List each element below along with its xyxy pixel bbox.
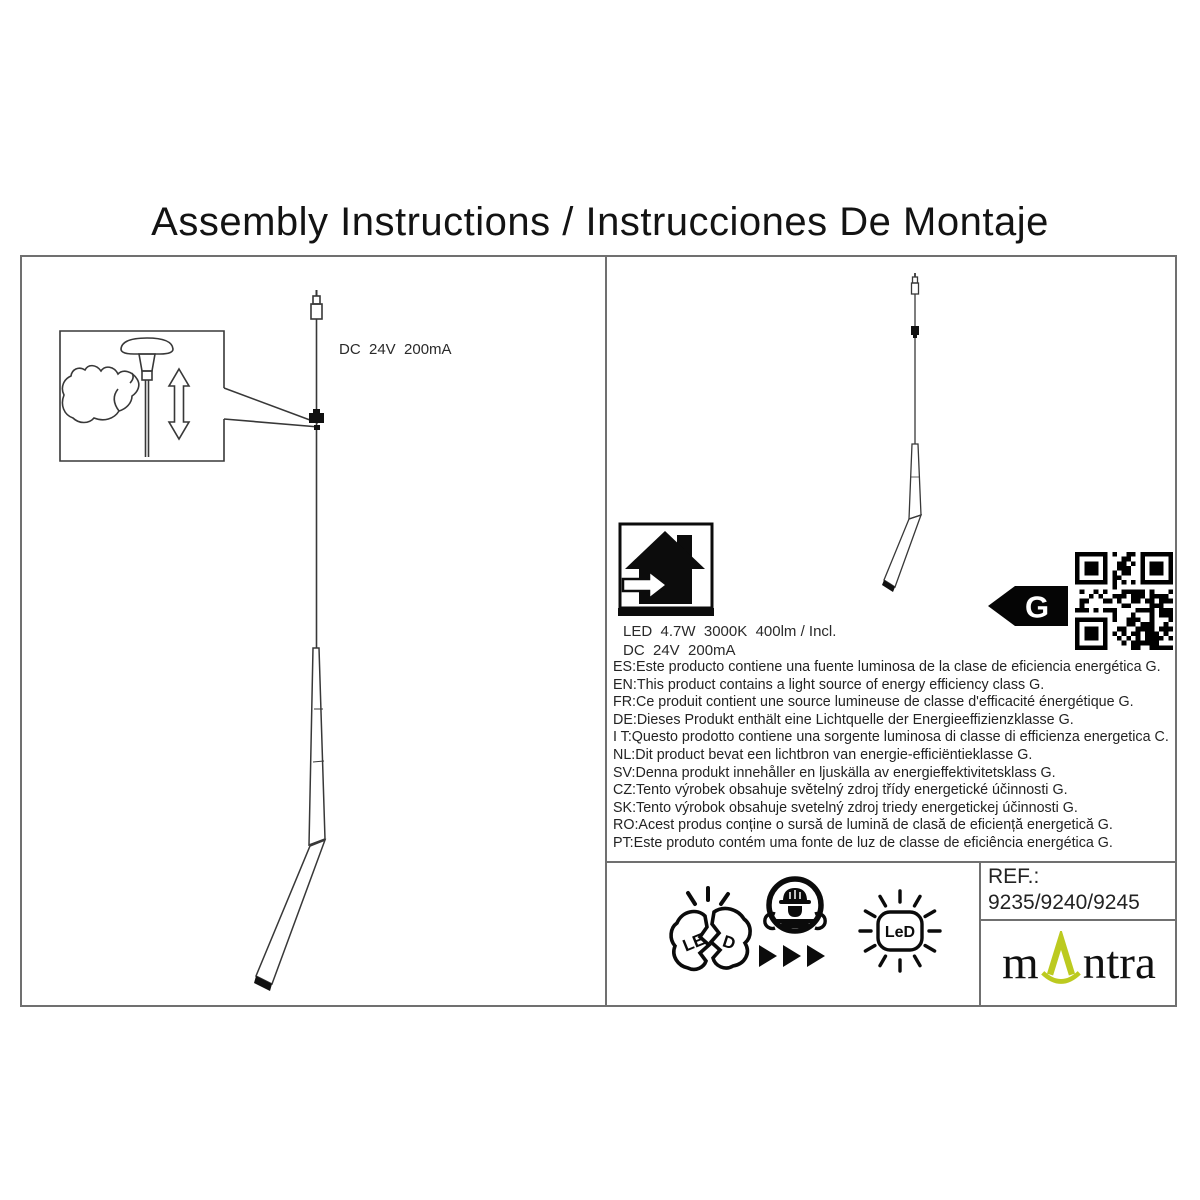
page-title: Assembly Instructions / Instrucciones De Montaje [151,200,1049,244]
led-spec-label: LED 4.7W 3000K 400lm / Incl. [623,623,837,640]
broken-led-text-right: D [720,931,738,954]
brand-text-ntra: ntra [1082,937,1156,989]
language-line: EN:This product contains a light source of energy efficiency class G. [613,676,1045,693]
energy-class-arrow [988,586,1068,626]
language-line: RO:Acest produs conține o sursă de lumină de clasă de eficiență energetică G. [613,817,1113,834]
forward-arrows-icon [759,945,825,967]
language-line: SK:Tento výrobok obsahuje svetelný zdroj triedy energetickej účinnosti G. [613,799,1078,816]
footer-divider [605,861,1177,863]
pendant-lamp-left-drawing [254,290,325,991]
up-down-arrow-icon [169,369,189,439]
language-line: FR:Ce produit contient une source lumineuse de classe d'efficacité énergétique G. [613,694,1134,711]
language-line: I T:Questo prodotto contiene una sorgente luminosa di classe di efficienza energetica C. [613,729,1169,746]
led-badge-text: LeD [884,924,916,941]
language-line: NL:Dit product bevat een lichtbron van energie-efficiëntieklasse G. [613,746,1033,763]
cable-adjuster [309,409,324,423]
broken-led-icon [667,884,755,978]
power-spec-label: DC 24V 200mA [339,341,452,358]
qr-code [1075,552,1173,650]
brand-lambda-icon [1040,931,1082,989]
language-line: CZ:Tento výrobek obsahuje světelný zdroj třídy energetické účinnosti G. [613,782,1068,799]
ref-label: REF.: [988,865,1040,888]
panel-divider [605,257,607,1005]
energy-class-letter: G [1024,589,1050,625]
energy-class-statements [613,659,1179,853]
broken-led-text-left: LE [680,929,708,956]
language-line: ES:Este producto contiene una fuente luminosa de la clase de eficiencia energética G. [613,659,1161,675]
brand-text-m: m [1002,937,1039,989]
callout-line-bottom [224,419,319,427]
pendant-lamp-right-drawing [882,273,921,592]
brand-logo [979,921,1179,1005]
language-line: SV:Denna produkt innehåller en ljuskälla av energieffektivitetsklass G. [613,764,1056,781]
led-light-source-icon [848,879,950,981]
ref-numbers: 9235/9240/9245 [988,891,1140,914]
callout-line-top [224,388,318,423]
instruction-sheet [20,255,1177,1007]
hand-icon [62,366,138,423]
led-tip [254,976,272,991]
height-adjustment-inset [60,331,319,461]
service-technician-icon [757,875,847,971]
indoor-use-icon [618,522,714,616]
language-line: PT:Este produto contém uma fonte de luz de classe de eficiência energética G. [613,834,1113,851]
canopy-drawing [121,338,173,457]
dc-spec-label: DC 24V 200mA [623,642,736,659]
language-line: DE:Dieses Produkt enthält eine Lichtquelle der Energieeffizienzklasse G. [613,711,1074,728]
